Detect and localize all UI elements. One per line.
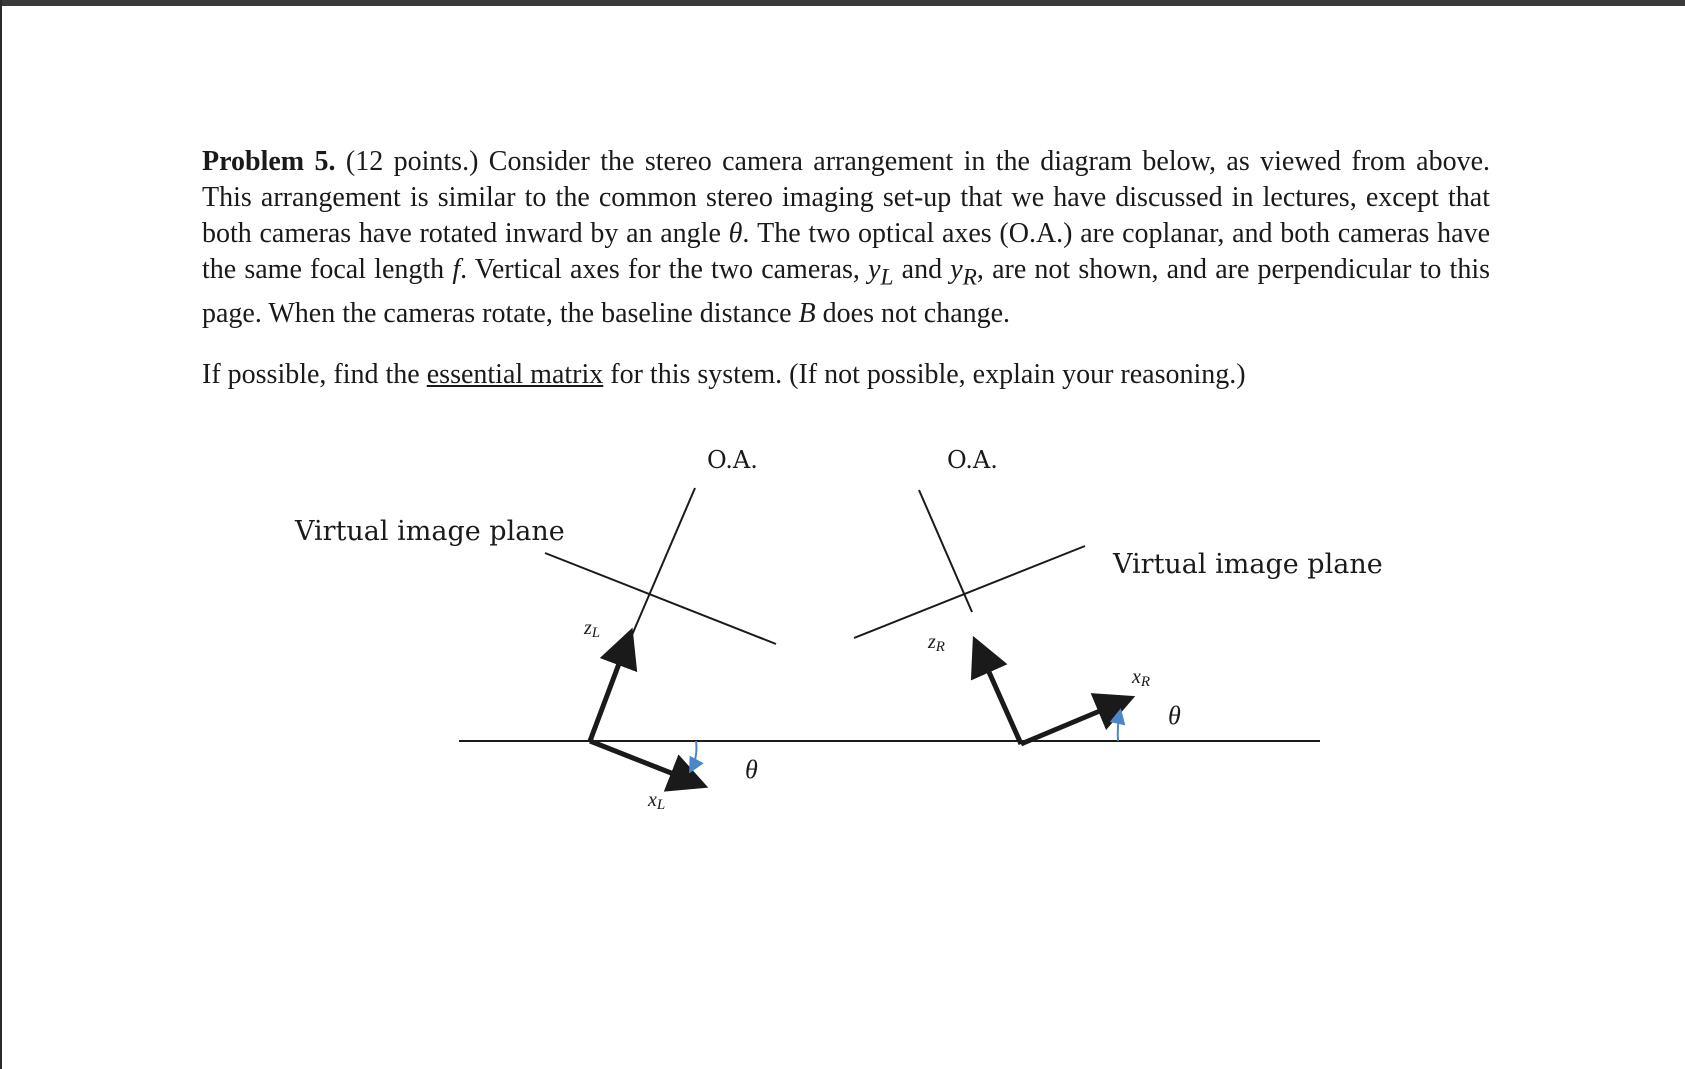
- left-optical-axis: [629, 488, 695, 642]
- right-virtual-image-plane: [854, 546, 1085, 638]
- stereo-camera-diagram: [2, 0, 1685, 1069]
- problem-label: Problem 5.: [202, 146, 336, 177]
- z-left-label: zL: [584, 617, 601, 641]
- essential-matrix-term: essential matrix: [426, 359, 604, 390]
- y-left-subscript: L: [880, 264, 894, 291]
- right-virtual-image-plane-label: Virtual image plane: [1113, 549, 1383, 580]
- problem-text-part5: does not change.: [822, 297, 1011, 329]
- x-right-label: xR: [1132, 666, 1151, 690]
- question-part2: for this system. (If not possible, explain your reasoning.): [610, 359, 1246, 390]
- x-left-label: xL: [648, 789, 666, 813]
- left-virtual-image-plane-label: Virtual image plane: [295, 516, 565, 547]
- question-part1: If possible, find the: [202, 359, 420, 390]
- problem-text-part2: . The two optical axes (O.A.) are coplanar, and both cameras have the same focal length: [202, 218, 1490, 285]
- y-right-symbol: y: [950, 254, 963, 285]
- right-angle-arrow: [1118, 712, 1120, 741]
- problem-text-part3: . Vertical axes for the two cameras,: [460, 254, 860, 285]
- left-z-axis-arrow: [590, 637, 629, 741]
- problem-text-and: and: [901, 254, 943, 285]
- problem-text-part4: , are not shown, and are perpendicular to this page. When the cameras rotate, the baseline distance: [202, 254, 1491, 329]
- problem-text-part1: Consider the stereo camera arrangement in the diagram below, as viewed from above. This arrangement is similar to the common stereo imaging set-up that we have discussed in lectures, except that both cameras have rotated inward by an angle: [202, 146, 1491, 249]
- y-left-symbol: y: [868, 254, 881, 285]
- theta-symbol: θ: [728, 218, 743, 249]
- z-right-label: zR: [928, 631, 945, 655]
- left-angle-arrow: [691, 741, 696, 770]
- right-x-axis-arrow: [1021, 700, 1126, 744]
- right-optical-axis-label: O.A.: [947, 446, 998, 474]
- left-optical-axis-label: O.A.: [707, 446, 758, 474]
- right-z-axis-arrow: [977, 645, 1021, 744]
- problem-points: (12 points.): [345, 146, 479, 177]
- y-right-subscript: R: [962, 264, 977, 291]
- left-x-axis-arrow: [590, 741, 699, 784]
- focal-length-symbol: f: [452, 254, 461, 285]
- theta-right-label: θ: [1168, 701, 1181, 730]
- baseline-symbol: B: [798, 297, 816, 329]
- theta-left-label: θ: [745, 755, 758, 784]
